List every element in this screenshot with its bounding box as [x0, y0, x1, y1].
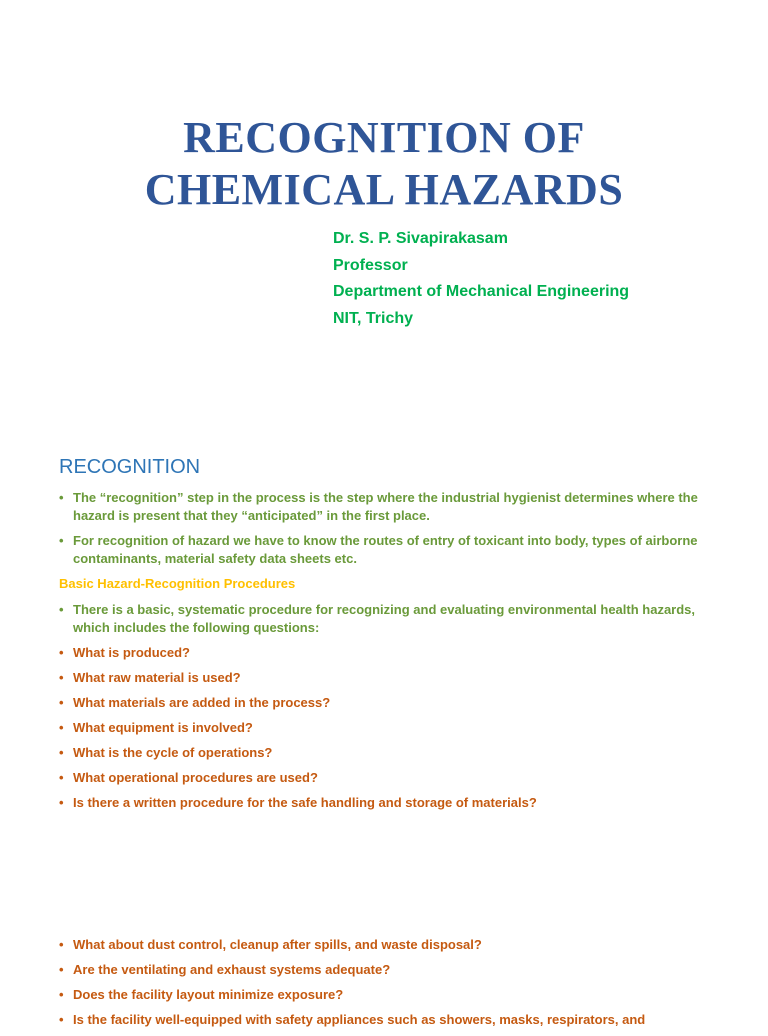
question-item: • What is the cycle of operations? — [59, 744, 709, 762]
author-name: Dr. S. P. Sivapirakasam — [333, 230, 508, 247]
list-item: • There is a basic, systematic procedure for recognizing and evaluating environmental health hazards, which includes the following questions: — [59, 601, 709, 637]
continued-questions-slide — [0, 928, 768, 1027]
list-item: • For recognition of hazard we have to know the routes of entry of toxicant into body, types of airborne contaminants, material safety data sheets etc. — [59, 532, 709, 568]
author-position: Professor — [333, 256, 408, 274]
list-item: • The “recognition” step in the process is the step where the industrial hygienist determines where the hazard is present that they “anticipated” in the first place. — [59, 489, 709, 525]
question-item: • Are the ventilating and exhaust systems adequate? — [59, 961, 709, 979]
section-heading: RECOGNITION — [59, 456, 201, 478]
question-item: • What equipment is involved? — [59, 719, 709, 737]
recognition-slide — [0, 440, 768, 1000]
question-item: • Is there a written procedure for the safe handling and storage of materials? — [59, 794, 709, 812]
question-item: • What about dust control, cleanup after spills, and waste disposal? — [59, 936, 709, 954]
question-item: • What is produced? — [59, 644, 709, 662]
slide-content — [59, 936, 709, 1036]
question-item: • Does the facility layout minimize exposure? — [59, 986, 709, 1004]
question-item: • What raw material is used? — [59, 669, 709, 687]
author-block — [333, 226, 629, 332]
author-department: Department of Mechanical Engineering — [333, 283, 630, 300]
question-item: • Is the facility well-equipped with safety appliances such as showers, masks, respirators, and — [59, 1011, 709, 1029]
author-institute: NIT, Trichy — [333, 309, 414, 327]
procedures-subheading: Basic Hazard-Recognition Procedures — [59, 576, 296, 591]
slide-content — [59, 489, 709, 819]
slide-title — [0, 112, 768, 216]
title-slide — [0, 0, 768, 432]
question-item: • What materials are added in the process? — [59, 694, 709, 712]
slide-title-line-2: CHEMICAL HAZARDS — [144, 165, 624, 214]
question-item: • What operational procedures are used? — [59, 769, 709, 787]
slide-title-line-1: RECOGNITION OF — [183, 113, 585, 162]
